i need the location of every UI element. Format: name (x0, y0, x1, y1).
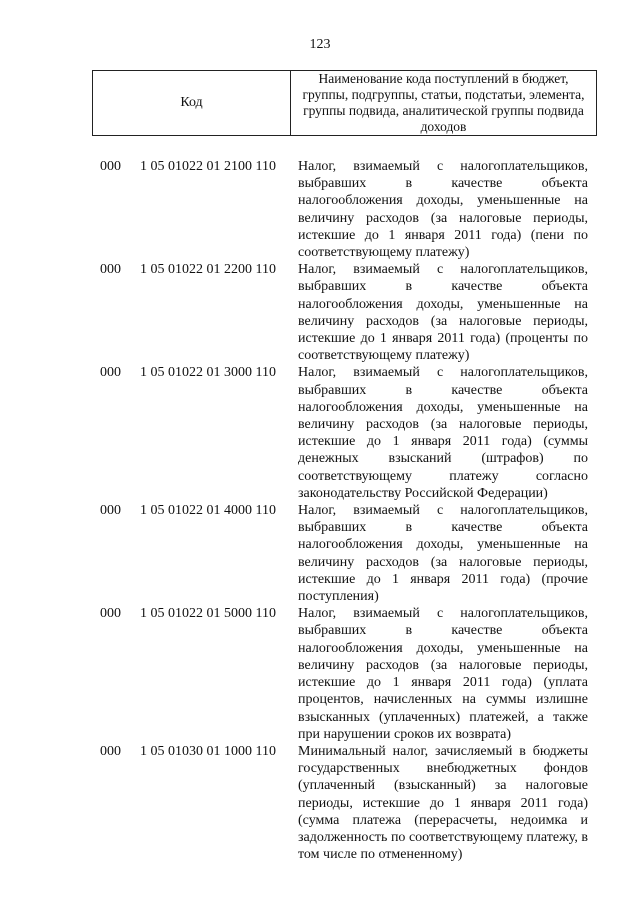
admin-code: 000 (100, 606, 121, 622)
table-body (0, 158, 640, 863)
income-name: Налог, взимаемый с налогоплательщиков, выбравших в качестве объекта налогообложения доходы, уменьшенные на величину расходов (за налоговые периоды, истекшие до 1 января 2011 года) (проценты по соответствующему платежу) (298, 262, 588, 364)
admin-code: 000 (100, 262, 121, 278)
income-name: Минимальный налог, зачисляемый в бюджеты государственных внебюджетных фондов (уплаченный (взысканный) за налоговые периоды, истекшие до 1 января 2011 года) (сумма платежа (перерасчеты, недоимка и задолженность по соответствующему платежу, в том числе по отмененному) (298, 743, 588, 863)
income-code: 1 05 01022 01 4000 110 (140, 503, 276, 519)
table-row (0, 743, 640, 863)
admin-code: 000 (100, 743, 121, 759)
income-code: 1 05 01022 01 2100 110 (140, 159, 276, 174)
table-row (0, 261, 640, 364)
table-row (0, 158, 640, 261)
table-header (92, 70, 597, 136)
header-name-cell: Наименование кода поступлений в бюджет, группы, подгруппы, статьи, подстатьи, элемента, группы подвида, аналитической группы подвида доходов (302, 71, 585, 134)
income-name: Налог, взимаемый с налогоплательщиков, выбравших в качестве объекта налогообложения доходы, уменьшенные на величину расходов (за налоговые периоды, истекшие до 1 января 2011 года) (прочие поступления) (298, 503, 588, 605)
income-code: 1 05 01022 01 2200 110 (140, 262, 276, 278)
table-row (0, 502, 640, 605)
header-code-cell: Код (93, 71, 291, 135)
page-number: 123 (309, 37, 331, 52)
income-code: 1 05 01030 01 1000 110 (140, 743, 276, 759)
income-name: Налог, взимаемый с налогоплательщиков, выбравших в качестве объекта налогообложения доходы, уменьшенные на величину расходов (за налоговые периоды, истекшие до 1 января 2011 года) (пени по соответствующему платежу) (298, 159, 588, 261)
income-code: 1 05 01022 01 3000 110 (140, 365, 276, 381)
table-row (0, 605, 640, 743)
income-code: 1 05 01022 01 5000 110 (140, 606, 276, 622)
income-name: Налог, взимаемый с налогоплательщиков, выбравших в качестве объекта налогообложения доходы, уменьшенные на величину расходов (за налоговые периоды, истекшие до 1 января 2011 года) (суммы денежных взысканий (штрафов) по соответствующему платежу согласно законодательству Российской Федерации) (298, 365, 588, 501)
admin-code: 000 (100, 159, 121, 174)
table-row (0, 364, 640, 502)
income-name: Налог, взимаемый с налогоплательщиков, выбравших в качестве объекта налогообложения доходы, уменьшенные на величину расходов (за налоговые периоды, истекшие до 1 января 2011 года) (уплата процентов, начисленных на суммы излишне взысканных (уплаченных) платежей, а также при нарушении сроков их возврата) (298, 606, 588, 742)
admin-code: 000 (100, 365, 121, 381)
admin-code: 000 (100, 503, 121, 519)
